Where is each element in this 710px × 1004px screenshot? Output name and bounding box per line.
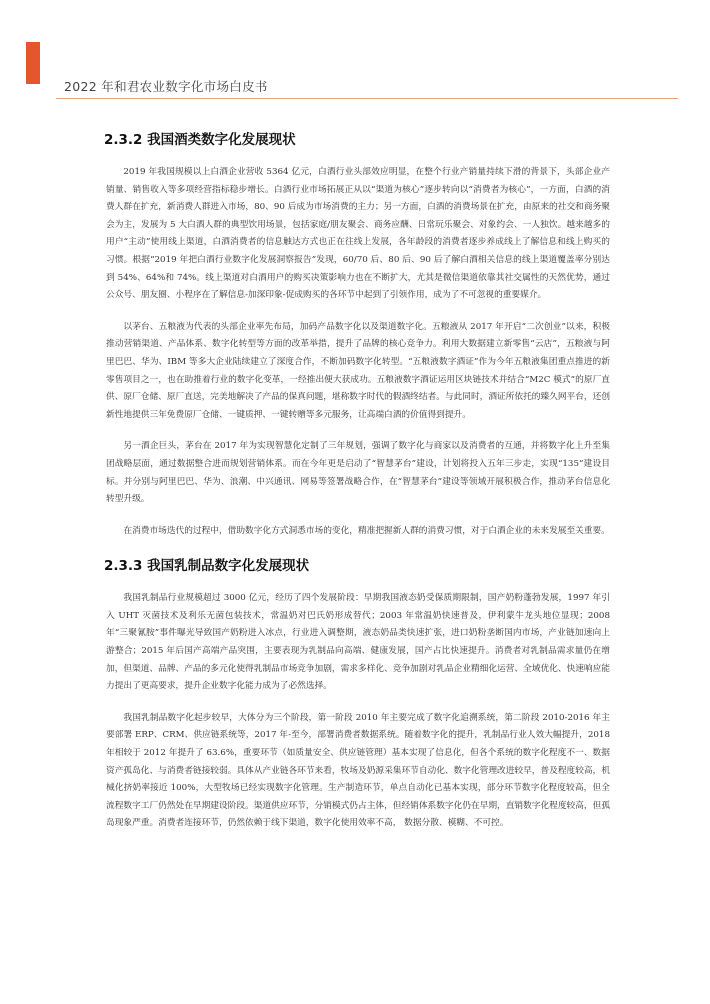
paragraph: 另一酒企巨头，茅台在 2017 年为实现智慧化定制了三年规划，强调了数字化与商家以及消费者的互通，并将数字化上升至集团战略层面，通过数据整合进而规划营销体系。而在今年更是启动了“智慧茅台”建设，计划将投入五年三步走，实现“135”建设目标。并分别与阿里巴巴、华为、浪潮、中兴通讯、网易等签署战略合作，在“智慧茅台”建设等领域开展积极合作，推动茅台信息化转型升级。 — [106, 441, 610, 505]
section-liquor — [106, 128, 610, 540]
header-accent-bar — [26, 42, 40, 84]
paragraph: 我国乳制品数字化起步较早，大体分为三个阶段，第一阶段 2010 年主要完成了数字化追溯系统，第二阶段 2010-2016 年主要部署 ERP、CRM、供应链系统等，2017 年-至今，部署消费者数据系统。随着数字化的提升，乳制品行业人效大幅提升，2018 年相较于 2012 年提升了 63.6%，重要环节（如质量安全、供应链管理）基本实现了信息化，但各个系统的数字化程度不一、数据资产孤岛化、与消费者链接较弱。具体从产业链各环节来看，牧场及奶源采集环节自动化、数字化管理改进较早，普及程度较高，机械化挤奶率接近 100%，大型牧场已经实现数字化管理。生产制造环节，单点自动化已基本实现，部分环节数字化程度较高，但全流程数字工厂仍然处在早期建设阶段。渠道供应环节，分销模式仍占主体，但经销体系数字化仍在早期，直销数字化程度较高，但孤岛现象严重。消费者连接环节，仍然依赖于线下渠道，数字化使用效率不高， 数据分散、模糊、不可控。 — [106, 712, 610, 829]
document-body — [106, 116, 610, 847]
paragraph: 在消费市场迭代的过程中，借助数字化方式洞悉市场的变化，精准把握新人群的消费习惯，对于白酒企业的未来发展至关重要。 — [123, 525, 610, 536]
paragraph: 以茅台、五粮液为代表的头部企业率先布局，加码产品数字化以及渠道数字化。五粮液从 2017 年开启“二次创业”以来，积极推动营销渠道、产品体系、数字化转型等方面的改革举措，提升了品牌的核心竞争力。利用大数据建立新零售“云店”，五粮液与阿里巴巴、华为、IBM 等多大企业陆续建立了深度合作，不断加码数字化转型。“五粮液数字酒证”作为今年五粮液集团重点推进的新零售项目之一，也在助推着行业的数字化变革，一经推出便大获成功。五粮液数字酒证运用区块链技术并结合“M2C 模式”的原厂直供、原厂仓储、原厂直送，完美地解决了产品的保真问题，堪称数字时代的假酒终结者。与此同时，酒证所依托的臻久网平台，还创新性地提供三年免费原厂仓储、一键质押、一键转赠等多元服务，让高端白酒的价值得到提升。 — [106, 321, 610, 420]
section-heading: 2.3.2 我国酒类数字化发展现状 — [104, 132, 296, 148]
paragraph: 我国乳制品行业规模超过 3000 亿元，经历了四个发展阶段：早期我国液态奶受保质期限制，国产奶粉蓬勃发展，1997 年引入 UHT 灭菌技术及利乐无菌包装技术，常温奶对巴氏奶形成替代；2003 年常温奶快速普及，伊利蒙牛龙头地位显现；2008 年“三聚氰胺”事件曝光导致国产奶粉进入冰点，行业进入调整期，液态奶品类快速扩张，进口奶粉垄断国内市场，产业链加速向上游整合；2015 年后国产高端产品突围，主要表现为乳制品向高端、健康发展，国产占比快速提升。消费者对乳制品需求量仍在增加，但渠道、品牌、产品的多元化使得乳制品市场竞争加剧，需求多样化、竞争加剧对乳品企业精细化运营、全域优化、快速响应能力提出了更高要求，提升企业数字化能力成为了必然选择。 — [106, 593, 610, 692]
section-heading: 2.3.3 我国乳制品数字化发展现状 — [104, 558, 310, 575]
running-header-title: 2022 年和君农业数字化市场白皮书 — [64, 79, 268, 94]
paragraph: 2019 年我国规模以上白酒企业营收 5364 亿元，白酒行业头部效应明显，在整个行业产销量持续下滑的背景下，头部企业产销量、销售收入等多项经营指标稳步增长。白酒行业市场拓展正从以“渠道为核心”逐步转向以“消费者为核心”，一方面，白酒的消费人群在扩充，新消费人群进入市场，80、90 后成为市场消费的主力；另一方面，白酒的消费场景在扩充，由原来的社交和商务聚会为主，发展为 5 大白酒人群的典型饮用场景，包括家庭/朋友聚会、商务应酬、日常玩乐聚会、对象约会、一人独饮。越来越多的用户“主动”使用线上渠道，白酒消费者的信息触达方式也正在往线上发展，各年龄段的消费者逐步养成线上了解信息和线上购买的习惯。根据“2019 年把白酒行业数字化发展洞察报告”发现，60/70 后、80 后、90 后了解白酒相关信息的线上渠道覆盖率分别达到 54%、64%和 74%。线上渠道对白酒用户的购买决策影响力也在不断扩大，尤其是微信渠道依靠其社交属性的天然优势，通过公众号、朋友圈、小程序在了解信息-加深印象-促成购买的各环节中起到了引领作用，成为了不可忽视的重要媒介。 — [106, 167, 610, 301]
section-dairy — [106, 554, 610, 833]
header-divider — [56, 98, 678, 99]
